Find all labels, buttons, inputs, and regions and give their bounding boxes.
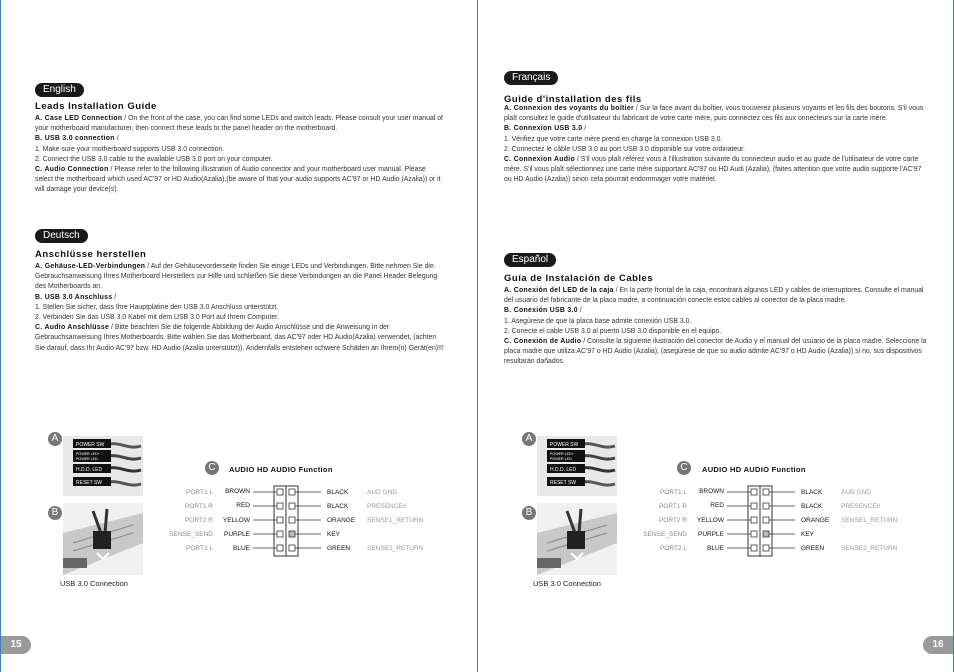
item-b-step-1: 1. Vérifiez que votre carte mère prend en charge la connexion USB 3.0.: [504, 135, 723, 143]
audio-port-label: SENSE_SEND: [169, 531, 213, 538]
lang-pill-english: English: [35, 83, 84, 97]
lang-pill-espanol: Español: [504, 253, 556, 267]
led-leads-illustration: [537, 436, 617, 496]
led-leads-illustration: [63, 436, 143, 496]
item-c-text: / Bitte beachten Sie die folgende Abbildung der Audio Anschlüsse und die Anweisung in der Gebrauchsanweisung Ihres Motherboards. Bitte wählen Sie das Motherboard, das AC'97 oder HD Audio(Azalia) verwendet, (achten Sie darauf, dass Ihr Audio AC'97 bzw. HD Audio (Azalia unterstützt)). Andernfalls entstehen schwere Schäden an Ihrem(n) Gerät(en)!!!: [35, 324, 444, 352]
item-b-step-1: 1. Asegúrese de que la placa base admite conexión USB 3.0.: [504, 317, 692, 325]
audio-wire-color-right: BLACK: [327, 503, 349, 510]
item-c-heading: C. Audio Connection: [35, 166, 109, 174]
usb-caption: USB 3.0 Connection: [533, 579, 601, 588]
item-b-heading: B. USB 3.0 Anschluss: [35, 293, 113, 301]
item-b-separator: /: [112, 293, 117, 301]
audio-port-label: PORT1 R: [658, 503, 687, 510]
audio-wire-color: BLUE: [707, 545, 724, 552]
item-b-step-2: 2. Conecte el cable USB 3.0 al puerto USB 3.0 disponible en el equipo.: [504, 327, 722, 335]
item-b-step-1: 1. Make sure your motherboard supports USB 3.0 connection.: [35, 145, 225, 153]
audio-function-label: PRESENCE#: [841, 503, 881, 510]
body-english: [35, 114, 445, 196]
audio-wire-color: YELLOW: [696, 517, 724, 524]
audio-wire-color-right: KEY: [801, 531, 815, 538]
audio-port-label: PORT1 L: [186, 489, 213, 496]
audio-function-label: SENSE1_RETURN: [841, 517, 898, 524]
audio-wire-color-right: GREEN: [801, 545, 825, 552]
photo-led-leads: [537, 436, 617, 496]
audio-wire-color-right: KEY: [327, 531, 341, 538]
item-b-step-2: 2. Connect the USB 3.0 cable to the available USB 3.0 port on your computer.: [35, 155, 273, 163]
led-label-power-sw: POWER SW: [76, 442, 105, 448]
item-b-heading: B. Connexion USB 3.0: [504, 125, 583, 133]
audio-port-label: PORT2 L: [660, 545, 687, 552]
led-label-power-led-plus: POWER LED+: [550, 452, 574, 456]
audio-port-label: PORT2 R: [658, 517, 687, 524]
audio-port-label: PORT1 R: [184, 503, 213, 510]
photo-led-leads: [63, 436, 143, 496]
item-a-heading: A. Gehäuse-LED-Verbindungen: [35, 263, 146, 270]
item-b-separator: /: [114, 135, 119, 143]
audio-title: AUDIO HD AUDIO Function: [702, 465, 806, 474]
led-label-power-led-plus: POWER LED+: [76, 452, 100, 456]
item-a-text: / Sur la face avant du boîtier, vous trouverez plusieurs voyants et les fils des boutons. S'il vous plaît consultez le guide d'utilisateur du fabricant de votre carte mère, puis connectez ces fils aux onnecteurs sur la carte mère.: [504, 105, 924, 123]
audio-pin-diagram: [635, 484, 945, 564]
item-b-heading: B. USB 3.0 connection: [35, 135, 115, 143]
audio-function-label: SENSE2_RETURN: [841, 545, 898, 552]
item-c-text: / S'il vous plaît référez vous à l'illustration suivante du connecteur audio et au guide de l'utilisateur de votre carte mère. S'il vous plaît sélectionnez une carte mère supportant AC'97 ou HD Audi (Azalia), (faites attention que votre audio supporte l'AC'97 ou HD Audio (Azalia)) sinon cela pourrait endommager votre matériel.: [504, 156, 922, 184]
lang-pill-deutsch: Deutsch: [35, 229, 88, 243]
audio-wire-color: BLUE: [233, 545, 250, 552]
led-label-hdd-led: H.D.D. LED: [76, 467, 103, 473]
led-label-reset-sw: RESET SW: [76, 480, 103, 486]
item-c-text: / Please refer to the following illustration of Audio connector and your motherboard user manual. Please select the motherboard which used AC'97 or HD Audio(Azalia),(be aware of that your audio supports AC'97 or HD Audio (Azalia)) or it will damage your device(s).: [35, 166, 441, 194]
body-espanol: [504, 286, 929, 368]
page-number: 15: [1, 636, 31, 654]
audio-wire-color-right: BLACK: [327, 489, 349, 496]
led-label-reset-sw: RESET SW: [550, 480, 577, 486]
audio-port-label: PORT1 L: [660, 489, 687, 496]
usb-illustration: [63, 503, 143, 575]
audio-function-label: AUD GND: [367, 489, 397, 496]
photo-usb-connection: [537, 503, 617, 575]
audio-function-label: SENSE1_RETURN: [367, 517, 424, 524]
item-c-heading: C. Conexión de Audio: [504, 338, 582, 346]
led-label-power-led-minus: POWER LED-: [550, 457, 573, 461]
audio-wire-color: PURPLE: [697, 531, 724, 538]
audio-title: AUDIO HD AUDIO Function: [229, 465, 333, 474]
audio-function-label: PRESENCE#: [367, 503, 407, 510]
led-label-power-sw: POWER SW: [550, 442, 579, 448]
photo-usb-connection: [63, 503, 143, 575]
page-right: [477, 0, 954, 672]
audio-wire-color: YELLOW: [222, 517, 250, 524]
audio-wire-color-right: ORANGE: [327, 517, 356, 524]
body-francais: [504, 104, 924, 186]
usb-illustration: [537, 503, 617, 575]
body-deutsch: [35, 262, 445, 354]
usb-caption: USB 3.0 Connection: [60, 579, 128, 588]
audio-function-label: AUD GND: [841, 489, 871, 496]
audio-pin-diagram: [161, 484, 471, 564]
audio-header-graphic: [161, 484, 471, 564]
led-label-power-led-minus: POWER LED-: [76, 457, 99, 461]
item-b-separator: /: [582, 125, 587, 133]
audio-wire-color: RED: [236, 502, 250, 509]
audio-port-label: PORT2 R: [184, 517, 213, 524]
audio-port-label: SENSE_SEND: [643, 531, 687, 538]
item-b-separator: /: [577, 307, 582, 315]
section-title-espanol: Guía de Instalación de Cables: [504, 273, 654, 284]
item-a-text: / En la parte frontal de la caja, encontrará algunos LED y cables de interruptores. Consulte el manual del usuario del fabricante de la placa madre, a continuación conecte estos cables al conector de la placa madre.: [504, 287, 924, 305]
item-b-step-2: 2. Verbinden Sie das USB 3.0 Kabel mit dem USB 3.0 Port auf Ihrem Computer.: [35, 314, 279, 322]
audio-wire-color-right: BLACK: [801, 489, 823, 496]
figure-label-b: B: [48, 506, 62, 520]
audio-header-graphic: [635, 484, 945, 564]
figure-label-b: B: [522, 506, 536, 520]
audio-port-label: PORT2 L: [186, 545, 213, 552]
item-c-heading: C. Connexion Audio: [504, 156, 575, 164]
item-b-heading: B. Conexión USB 3.0: [504, 307, 578, 315]
figure-label-c: C: [205, 461, 219, 475]
item-c-heading: C. Audio Anschlüsse: [35, 324, 110, 332]
page-number: 16: [923, 636, 953, 654]
section-title-deutsch: Anschlüsse herstellen: [35, 249, 147, 260]
figure-label-a: A: [48, 432, 62, 446]
item-c-text: / Consulte la siguiente ilustración del conector de Audio y el manual del usuario de la placa madre. Seleccione la placa madre que utiliza AC'97 o HD Audio (Azalia), (asegúrese de que su audio admite AC'97 o HD Audio (Azalia)) si no, sus dispositivos resultarán dañados: [504, 338, 927, 366]
audio-wire-color: RED: [710, 502, 724, 509]
audio-wire-color-right: GREEN: [327, 545, 351, 552]
figure-label-c: C: [677, 461, 691, 475]
audio-wire-color: BROWN: [225, 488, 250, 495]
item-a-text: / Auf der Gehäusevorderseite finden Sie einige LEDs und Verbindungen. Bitte nehmen Sie die Gebrauchsanweisung Ihres Motherboard Herstellers zur Hilfe und schließen Sie diese Verbindungen an die Panel Header Belegung des Motherboards an.: [35, 263, 438, 291]
audio-wire-color-right: BLACK: [801, 503, 823, 510]
section-title-francais: Guide d'installation des fils: [504, 94, 642, 105]
audio-wire-color: PURPLE: [223, 531, 250, 538]
figure-label-a: A: [522, 432, 536, 446]
lang-pill-francais: Français: [504, 71, 558, 85]
item-a-heading: A. Case LED Connection: [35, 115, 123, 122]
item-a-text: / On the front of the case, you can find some LEDs and switch leads. Please consult your user manual of your motherboard manufacturer, then connect these leads to the panel header on the motherboard.: [35, 115, 443, 133]
section-title-english: Leads Installation Guide: [35, 101, 157, 112]
audio-wire-color-right: ORANGE: [801, 517, 830, 524]
item-a-heading: A. Connexion des voyants du boîtier: [504, 105, 634, 112]
item-a-heading: A. Conexión del LED de la caja: [504, 287, 614, 294]
item-b-step-2: 2. Connectez le câble USB 3.0 au port USB 3.0 disponible sur votre ordinateur.: [504, 145, 745, 153]
audio-wire-color: BROWN: [699, 488, 724, 495]
item-b-step-1: 1. Stellen Sie sicher, dass Ihre Hauptplatine den USB 3.0 Anschluss unterstützt.: [35, 303, 279, 311]
led-label-hdd-led: H.D.D. LED: [550, 467, 577, 473]
audio-function-label: SENSE2_RETURN: [367, 545, 424, 552]
